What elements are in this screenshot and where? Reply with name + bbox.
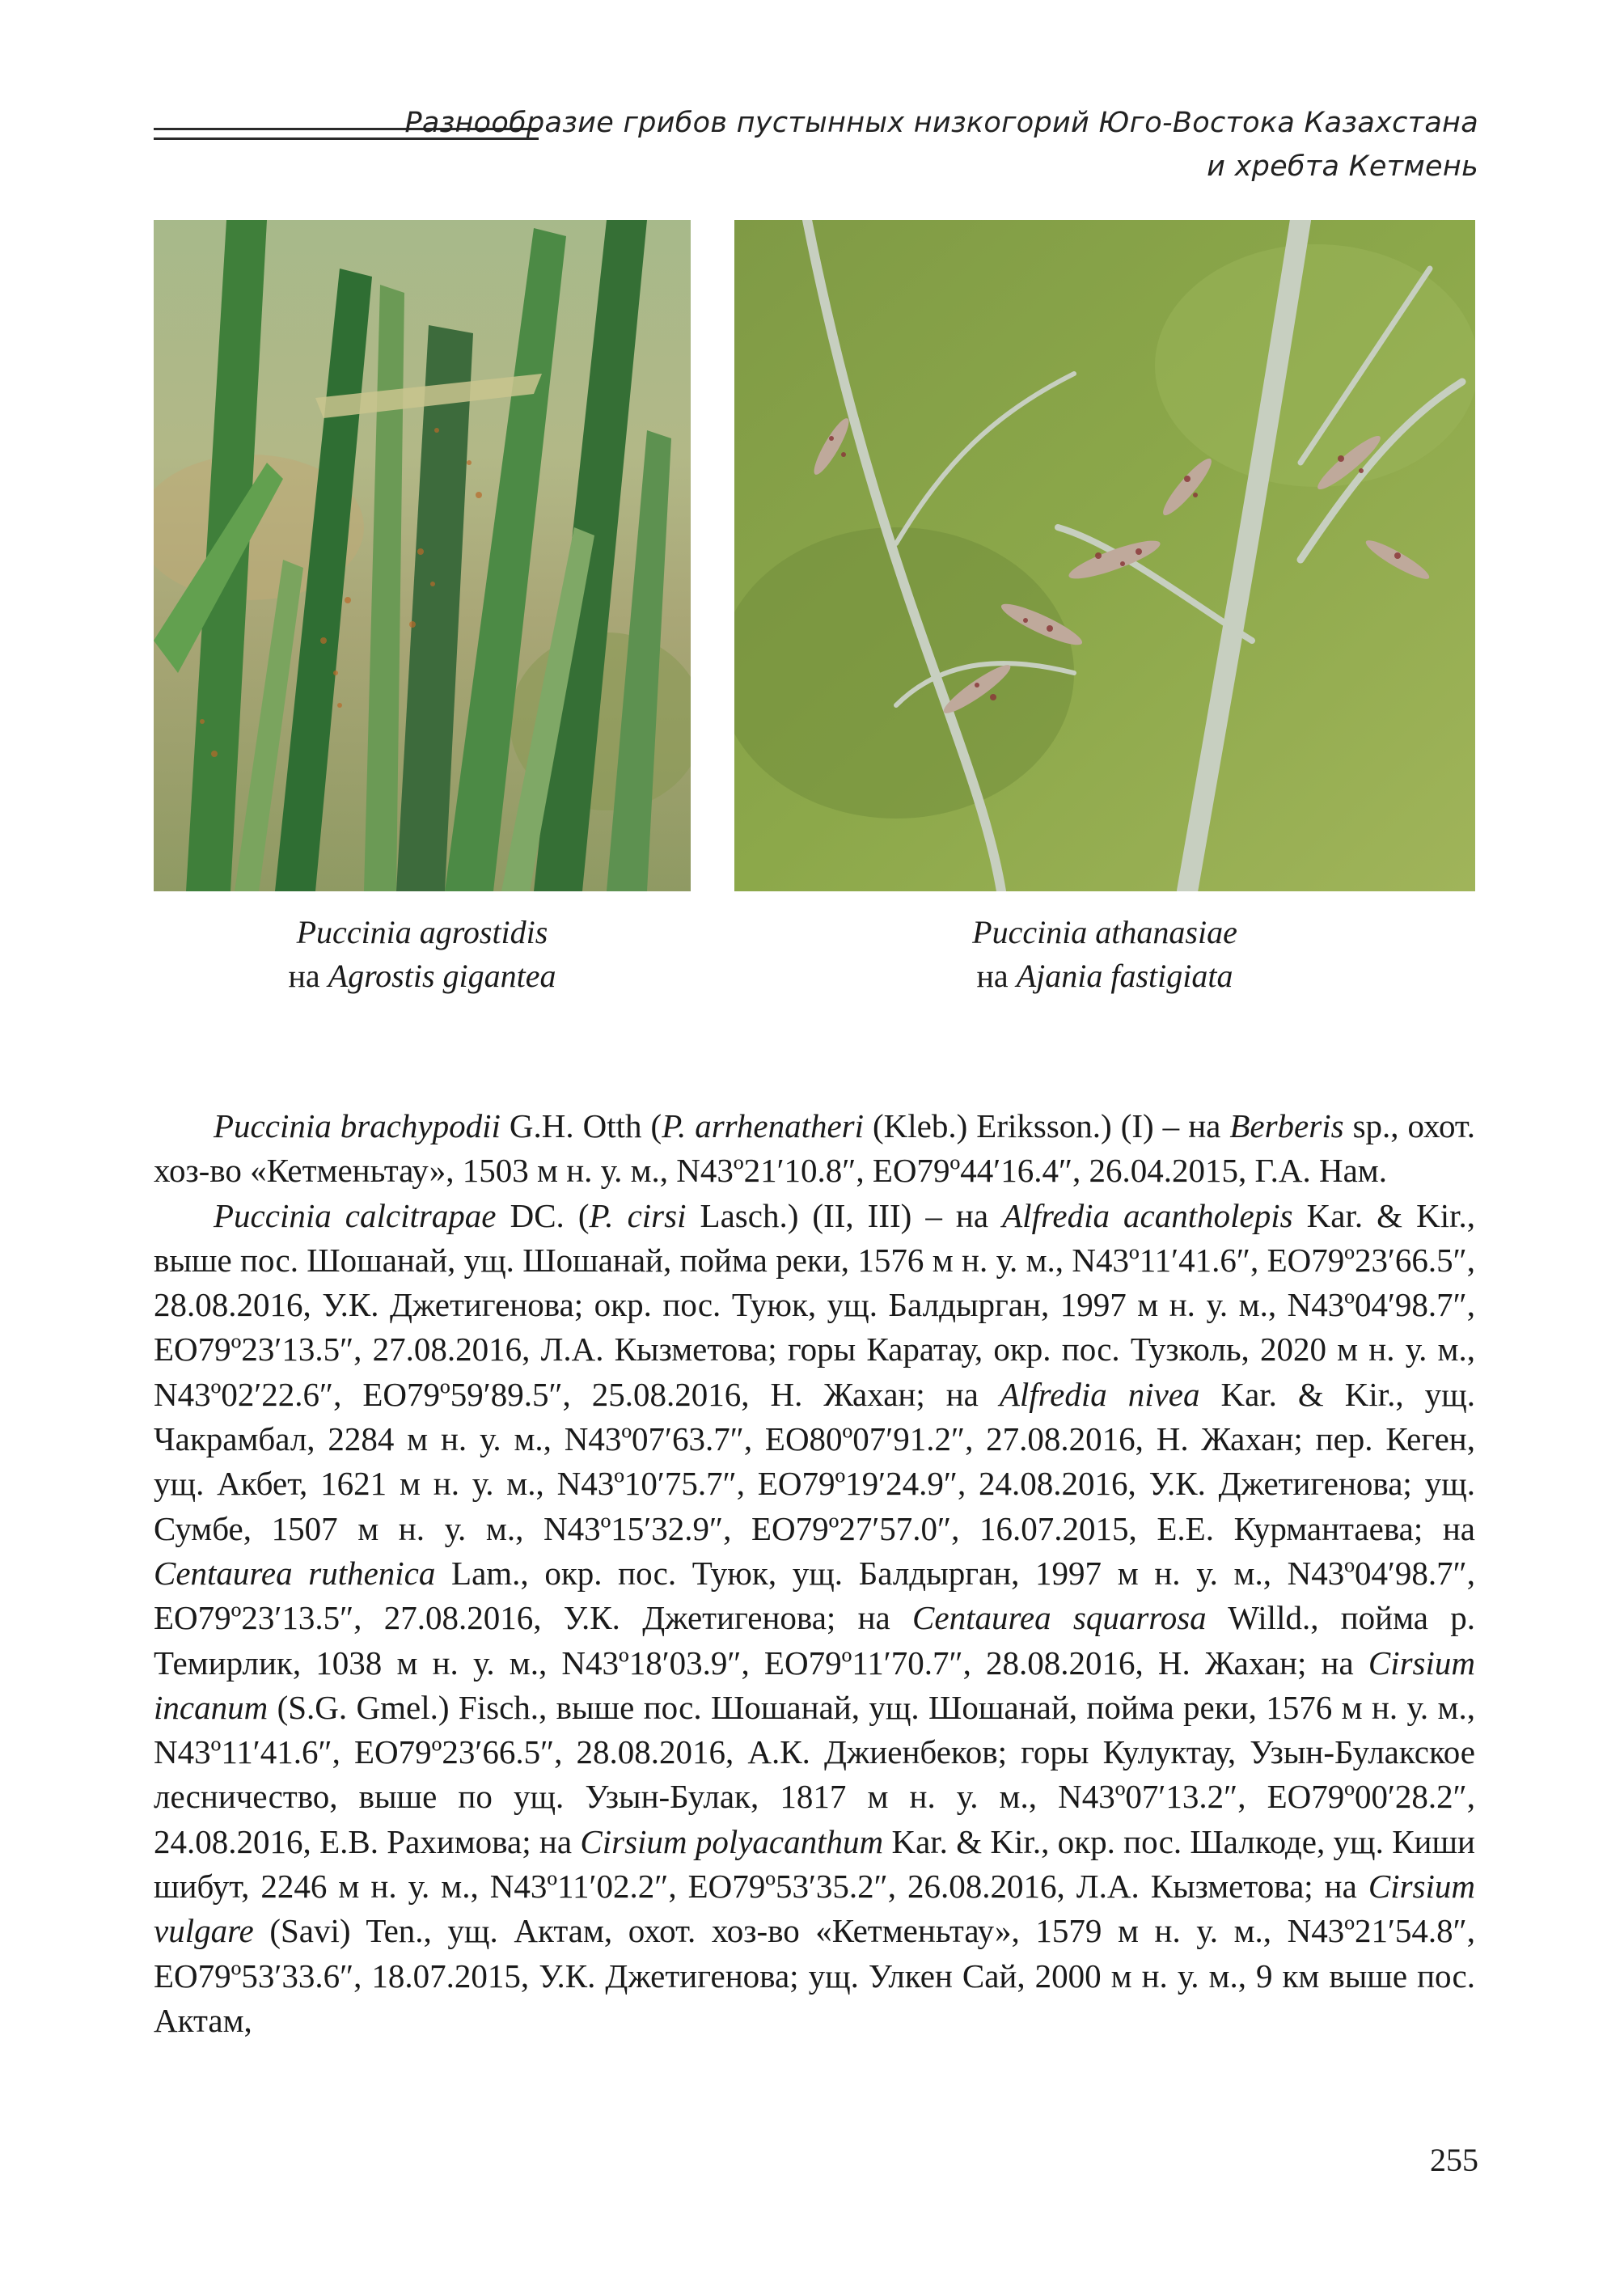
- figure-caption-right: [734, 911, 1475, 998]
- text-run: Kar. & Kir., окр. пос. Шалкоде, ущ. Киши шибут, 2246 м н. у. м., N43º11′02.2″, ЕО79º53′35.2″, 26.08.2016, Л.А. Кызметова; на: [154, 1822, 1476, 1906]
- text-run: Willd., пойма р. Темирлик, 1038 м н. у. м., N43º18′03.9″, ЕО79º11′70.7″, 28.08.2016, Н. Жахан; на: [154, 1599, 1476, 1682]
- text-run: (Savi) Ten., ущ. Актам, охот. хоз-во «Кетменьтау», 1579 м н. у. м., N43º21′54.8″, ЕО79º53′33.6″, 18.07.2015, У.К. Джетигенова; ущ. Улкен Сай, 2000 м н. у. м., 9 км выше пос. Актам,: [154, 1912, 1475, 2039]
- text-run: G.H. Otth (: [500, 1107, 662, 1144]
- text-run: (S.G. Gmel.) Fisch., выше пос. Шошанай, ущ. Шошанай, пойма реки, 1576 м н. у. м., N43º11′41.6″, ЕО79º23′66.5″, 28.08.2016, А.К. Джиенбеков; горы Кулуктау, Узын-Булакское лесничество, выше по ущ. Узын-Булак, 1817 м н. у. м., N43º07′13.2″, ЕО79º00′28.2″, 24.08.2016, Е.В. Рахимова; на: [154, 1688, 1475, 1860]
- photo-puccinia-agrostidis: [154, 220, 691, 891]
- text-run: Lam., окр. пос. Туюк, ущ. Балдырган, 1997 м н. у. м., N43º04′98.7″, ЕО79º23′13.5″, 27.08.2016, У.К. Джетигенова; на: [154, 1554, 1475, 1637]
- paragraph-puccinia-brachypodii: [154, 1104, 1475, 1194]
- caption-host: на Ajania fastigiata: [976, 958, 1233, 994]
- photo-puccinia-athanasiae: [734, 220, 1475, 891]
- italic-taxon: Berberis: [1229, 1107, 1344, 1144]
- italic-taxon: Cirsium incanum: [154, 1644, 1475, 1726]
- text-run: Kar. & Kir., выше пос. Шошанай, ущ. Шошанай, пойма реки, 1576 м н. у. м., N43º11′41.6″, ЕО79º23′66.5″, 28.08.2016, У.К. Джетигенова; окр. пос. Туюк, ущ. Балдырган, 1997 м н. у. м., N43º04′98.7″, ЕО79º23′13.5″, 27.08.2016, Л.А. Кызметова; горы Каратау, окр. пос. Тузколь, 2020 м н. у. м., N43º02′22.6″, ЕО79º59′89.5″, 25.08.2016, Н. Жахан; на: [154, 1196, 1476, 1413]
- paragraph-puccinia-calcitrapae: [154, 1194, 1475, 2044]
- italic-taxon: Centaurea squarrosa: [912, 1599, 1207, 1637]
- italic-taxon: P. arrhenatheri: [662, 1107, 865, 1144]
- italic-taxon: Alfredia nivea: [999, 1375, 1200, 1413]
- text-run: DC. (: [496, 1196, 590, 1234]
- text-run: sp., охот. хоз-во «Кетменьтау», 1503 м н. у. м., N43º21′10.8″, ЕО79º44′16.4″, 26.04.2015, Г.А. Нам.: [154, 1107, 1476, 1190]
- text-run: (Kleb.) Eriksson.) (I) – на: [864, 1107, 1230, 1144]
- figure-caption-left: [154, 911, 691, 998]
- body-text: [154, 1104, 1475, 2043]
- italic-taxon: Puccinia calcitrapae: [214, 1196, 497, 1234]
- page-number: 255: [1430, 2142, 1478, 2178]
- text-run: Lasch.) (II, III) – на: [686, 1196, 1003, 1234]
- italic-taxon: P. cirsi: [589, 1196, 687, 1234]
- italic-taxon: Cirsium vulgare: [154, 1868, 1475, 1950]
- caption-species: Puccinia agrostidis: [296, 914, 548, 950]
- italic-taxon: Cirsium polyacanthum: [580, 1822, 884, 1860]
- text-run: Kar. & Kir., ущ. Чакрамбал, 2284 м н. у. м., N43º07′63.7″, ЕО80º07′91.2″, 27.08.2016, Н. Жахан; пер. Кеген, ущ. Акбет, 1621 м н. у. м., N43º10′75.7″, ЕО79º19′24.9″, 24.08.2016, У.К. Джетигенова; ущ. Сумбе, 1507 м н. у. м., N43º15′32.9″, ЕО79º27′57.0″, 16.07.2015, Е.Е. Курмантаева; на: [154, 1375, 1475, 1547]
- italic-taxon: Alfredia acantholepis: [1002, 1196, 1293, 1234]
- italic-taxon: Puccinia brachypodii: [214, 1107, 501, 1144]
- caption-host: на Agrostis gigantea: [288, 958, 556, 994]
- running-header-line-1: Разнообразие грибов пустынных низкогорий Юго-Востока Казахстана: [404, 107, 1478, 139]
- running-header-line-2: и хребта Кетмень: [1207, 150, 1478, 183]
- italic-taxon: Centaurea ruthenica: [154, 1554, 436, 1592]
- caption-species: Puccinia athanasiae: [972, 914, 1237, 950]
